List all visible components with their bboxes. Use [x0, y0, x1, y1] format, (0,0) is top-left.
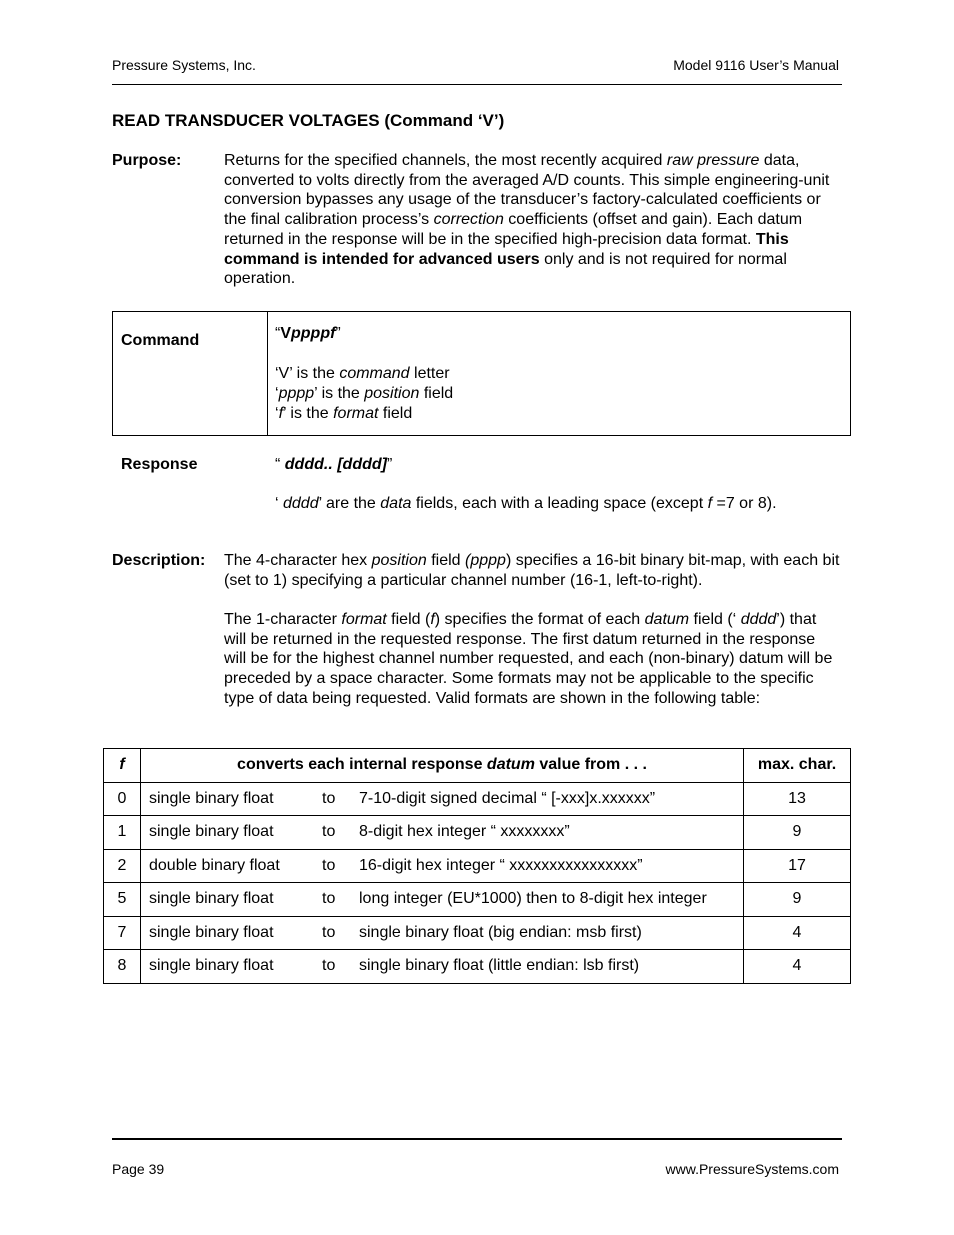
position-field-line: ‘pppp’ is the position field — [275, 385, 454, 402]
table-row — [104, 916, 851, 950]
row-conversion: single binary float to long integer (EU*1000) then to 8-digit hex integer — [141, 883, 744, 917]
table-row — [104, 950, 851, 984]
purpose-label: Purpose: — [112, 152, 182, 169]
command-label: Command — [121, 332, 200, 349]
table-row — [104, 883, 851, 917]
description-label: Description: — [112, 552, 206, 569]
table-row — [104, 849, 851, 883]
row-conversion: single binary float to 8-digit hex integer “ xxxxxxxx” — [141, 816, 744, 850]
command-letter-line: ‘V’ is the command letter — [275, 365, 450, 382]
header-max-char: max. char. — [744, 749, 851, 783]
command-box — [112, 311, 851, 436]
command-syntax: “Vppppf” — [275, 325, 341, 342]
response-note: ‘ dddd’ are the data fields, each with a leading space (except f =7 or 8). — [275, 495, 777, 512]
purpose-text: Returns for the specified channels, the most recently acquired raw pressure data, converted to volts directly from the averaged A/D counts. This simple engineering-unit conversion bypasses any usage of the transducer’s factory-calculated coefficients or the final calibration process’s correction coefficients (offset and gain). Each datum returned in the response will be in the specified high-precision data format. This command is intended for advanced users only and is not required for normal operation. — [224, 152, 830, 288]
row-max-char: 9 — [744, 883, 851, 917]
row-f: 7 — [104, 916, 141, 950]
footer-website-link[interactable]: www.PressureSystems.com — [665, 1161, 839, 1177]
footer-rule — [112, 1138, 842, 1140]
section-title: READ TRANSDUCER VOLTAGES (Command ‘V’) — [112, 111, 505, 130]
header-rule — [112, 84, 842, 85]
row-f: 2 — [104, 849, 141, 883]
header-company: Pressure Systems, Inc. — [112, 57, 256, 73]
response-label: Response — [121, 456, 198, 473]
row-f: 0 — [104, 782, 141, 816]
row-f: 8 — [104, 950, 141, 984]
row-max-char: 4 — [744, 950, 851, 984]
table-row — [104, 816, 851, 850]
table-row — [104, 782, 851, 816]
response-syntax: “ dddd.. [dddd]” — [275, 456, 393, 473]
format-table-header-row — [104, 749, 851, 783]
header-description: converts each internal response datum value from . . . — [141, 749, 744, 783]
command-box-divider — [267, 312, 268, 435]
description-paragraph-1: The 4-character hex position field (pppp) specifies a 16-bit binary bit-map, with each bit (set to 1) specifying a particular channel number (16-1, left-to-right). — [224, 552, 840, 589]
row-max-char: 9 — [744, 816, 851, 850]
row-conversion: single binary float to single binary float (big endian: msb first) — [141, 916, 744, 950]
format-table — [103, 748, 851, 984]
row-f: 5 — [104, 883, 141, 917]
row-max-char: 13 — [744, 782, 851, 816]
header-f: f — [104, 749, 141, 783]
row-conversion: single binary float to single binary float (little endian: lsb first) — [141, 950, 744, 984]
format-field-line: ‘f’ is the format field — [275, 405, 413, 422]
row-f: 1 — [104, 816, 141, 850]
row-conversion: double binary float to 16-digit hex integer “ xxxxxxxxxxxxxxxx” — [141, 849, 744, 883]
row-max-char: 17 — [744, 849, 851, 883]
header-manual-title: Model 9116 User’s Manual — [673, 57, 839, 73]
description-paragraph-2: The 1-character format field (f) specifies the format of each datum field (‘ dddd’) that will be returned in the requested response. The first datum returned in the response will be for the highest channel number requested, and each (non-binary) datum will be preceded by a space character. Some formats may not be applicable to the specific type of data being requested. Valid formats are shown in the following table: — [224, 611, 833, 707]
row-conversion: single binary float to 7-10-digit signed decimal “ [-xxx]x.xxxxxx” — [141, 782, 744, 816]
row-max-char: 4 — [744, 916, 851, 950]
footer-page-number: Page 39 — [112, 1161, 165, 1177]
